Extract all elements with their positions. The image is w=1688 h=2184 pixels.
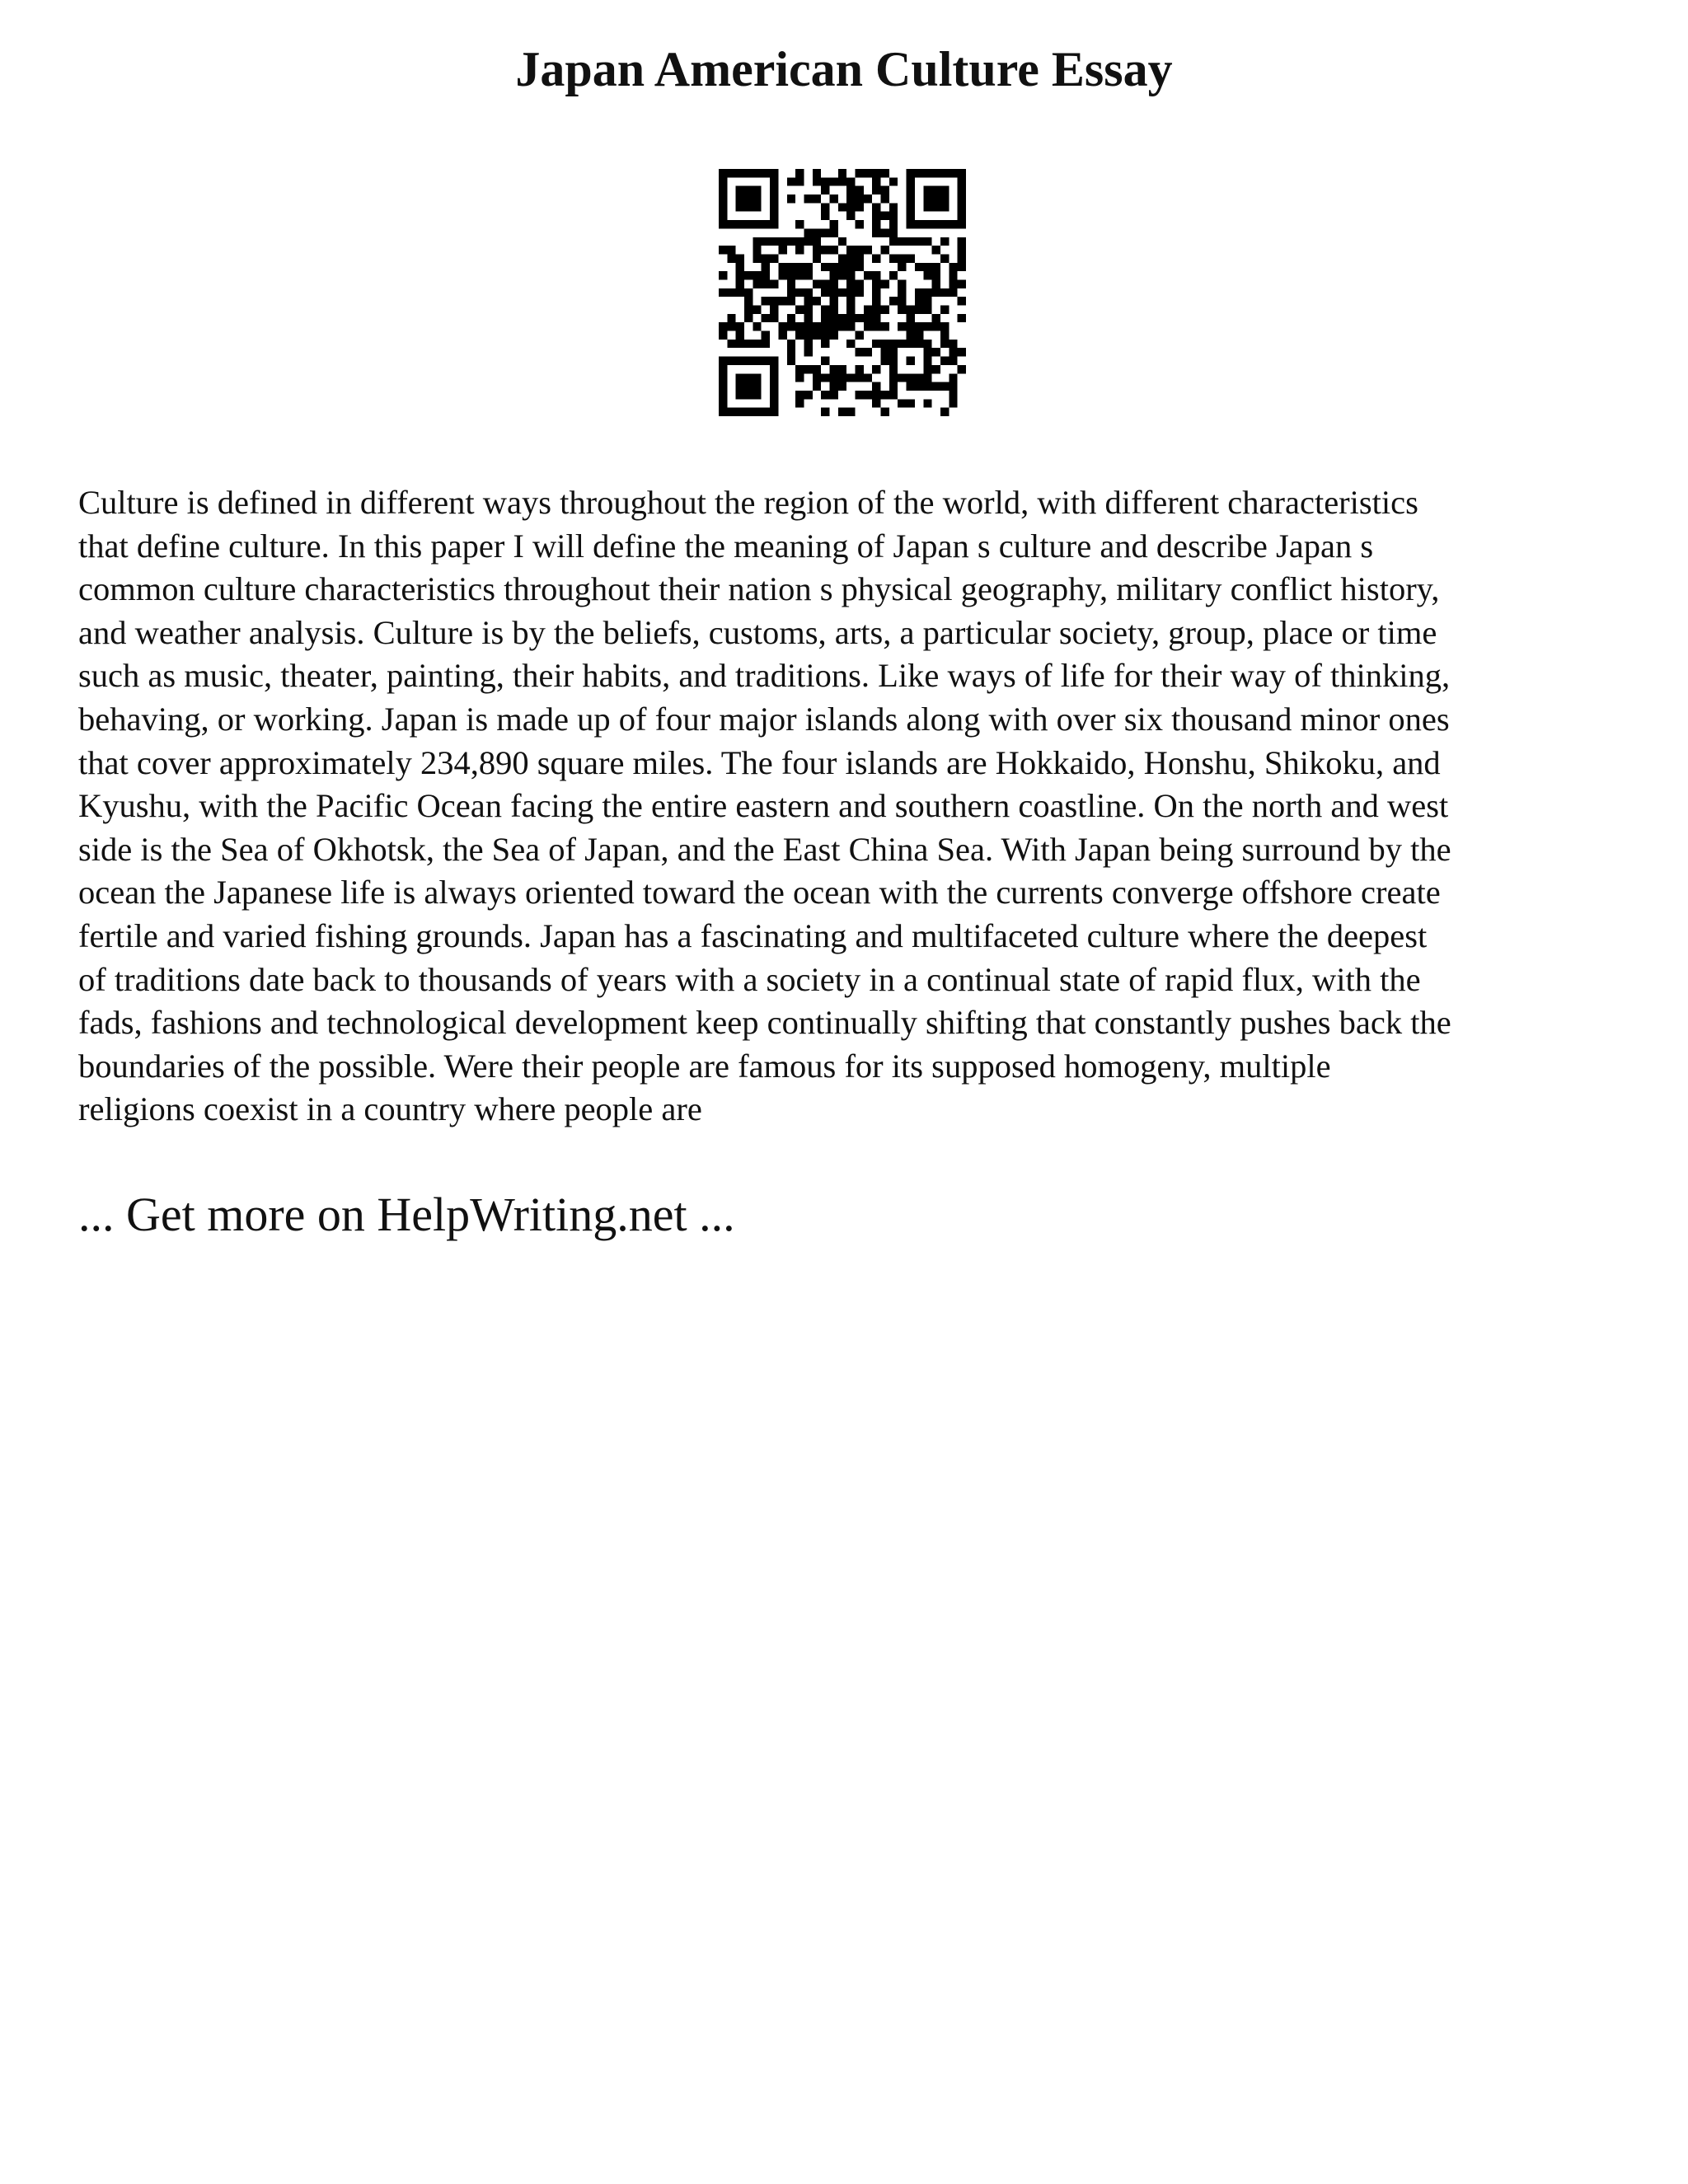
qr-code-icon [719,169,966,416]
essay-line: that define culture. In this paper I will define the meaning of Japan s culture and describe Japan s [78,527,1374,565]
essay-body [78,481,1628,1132]
essay-line: that cover approximately 234,890 square miles. The four islands are Hokkaido, Honshu, Shikoku, and [78,743,1441,781]
essay-line: and weather analysis. Culture is by the beliefs, customs, arts, a particular society, group, place or time [78,613,1437,651]
essay-line: Culture is defined in different ways throughout the region of the world, with different characteristics [78,484,1418,521]
essay-line: such as music, theater, painting, their habits, and traditions. Like ways of life for their way of thinking, [78,657,1451,695]
essay-line: side is the Sea of Okhotsk, the Sea of Japan, and the East China Sea. With Japan being surround by the [78,830,1451,868]
essay-line: boundaries of the possible. Were their people are famous for its supposed homogeny, multiple [78,1047,1331,1085]
essay-line: Kyushu, with the Pacific Ocean facing the entire eastern and southern coastline. On the north and west [78,787,1449,825]
essay-line: of traditions date back to thousands of years with a society in a continual state of rapid flux, with the [78,960,1421,998]
essay-line: religions coexist in a country where people are [78,1090,702,1128]
essay-line: common culture characteristics throughout their nation s physical geography, military conflict history, [78,570,1440,608]
document-title: Japan American Culture Essay [515,42,1173,96]
essay-line: behaving, or working. Japan is made up of four major islands along with over six thousand minor ones [78,700,1450,738]
essay-line: fads, fashions and technological development keep continually shifting that constantly pushes back the [78,1004,1451,1042]
essay-line: fertile and varied fishing grounds. Japan has a fascinating and multifaceted culture where the deepest [78,916,1428,954]
get-more-link[interactable]: ... Get more on HelpWriting.net ... [78,1188,735,1241]
essay-line: ocean the Japanese life is always oriented toward the ocean with the currents converge offshore create [78,874,1441,912]
